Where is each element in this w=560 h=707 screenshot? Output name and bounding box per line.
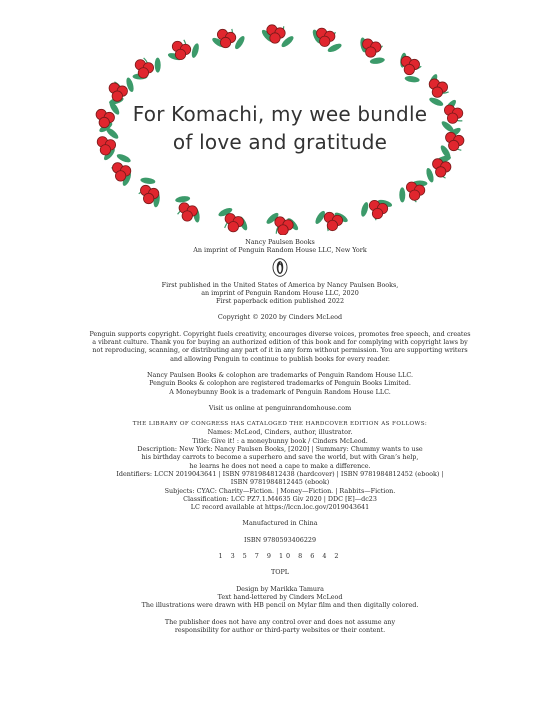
dedication-line-1: For Komachi, my wee bundle — [132, 102, 428, 126]
trademark-1: Nancy Paulsen Books & colophon are trademarks of Penguin Random House LLC. — [146, 370, 414, 379]
dedication-line-2: of love and gratitude — [172, 130, 388, 154]
wreath-leaf — [155, 58, 161, 73]
loc-line: his birthday carrots to become a superhero and save the world, but with Gran’s help, — [141, 453, 419, 462]
isbn: ISBN 9780593406229 — [243, 535, 317, 544]
first-published-3: First paperback edition published 2022 — [215, 297, 345, 306]
loc-line: Identifiers: LCCN 2019043641 | ISBN 9781984812438 (hardcover) | ISBN 9781984812452 (ebook) | — [116, 469, 444, 478]
wreath-leaf — [369, 57, 385, 65]
wreath-berry — [220, 37, 230, 47]
wreath-berry — [436, 167, 446, 177]
publisher-name: Nancy Paulsen Books — [245, 238, 315, 246]
wreath-leaf — [360, 201, 370, 217]
wreath-berry — [228, 222, 238, 232]
wreath-berry — [143, 193, 153, 203]
wreath-berry — [270, 33, 280, 43]
manufactured-in: Manufactured in China — [242, 519, 318, 528]
first-published-2: an imprint of Penguin Random House LLC, 2020 — [201, 288, 359, 297]
wreath-berry — [327, 220, 337, 230]
topl-code: TOPL — [270, 568, 290, 577]
loc-line: Description: New York: Nancy Paulsen Books, [2020] | Summary: Chummy wants to use — [137, 445, 423, 454]
wreath-berry — [432, 87, 442, 97]
credit-lettering: Text hand-lettered by Cinders McLeod — [217, 592, 343, 601]
wreath-berry — [320, 36, 330, 46]
copyright-page — [40, 238, 520, 634]
wreath-leaf — [190, 43, 200, 59]
loc-line: Title: Give it! : a moneybunny book / Cinders McLeod. — [192, 436, 368, 445]
trademark-2: Penguin Books & colophon are registered trademarks of Penguin Books Limited. — [149, 379, 411, 388]
loc-line: LC record available at https://lccn.loc.gov/2019043641 — [190, 503, 370, 512]
loc-heading: THE LIBRARY OF CONGRESS HAS CATALOGED THE HARDCOVER EDITION AS FOLLOWS: — [132, 421, 428, 428]
disclaimer-2: responsibility for author or third-party websites or their content. — [174, 625, 386, 634]
wreath-leaf — [140, 177, 156, 185]
loc-line: he learns he does not need a cape to make a difference. — [189, 461, 371, 470]
copyright-line: Copyright © 2020 by Cinders McLeod — [217, 313, 343, 322]
wreath-leaf — [425, 167, 435, 183]
penguin-logo-icon — [272, 258, 288, 277]
wreath-berry — [404, 64, 414, 74]
loc-line: Classification: LCC PZ7.1.M4635 Giv 2020 | DDC [E]—dc23 — [183, 494, 377, 503]
dedication — [0, 100, 560, 156]
wreath-berry — [115, 171, 125, 181]
wreath-berry — [278, 225, 288, 235]
wreath-berry — [366, 47, 376, 57]
copyright-notice-3: not reproducing, scanning, or distributing any part of it in any form without permission. You are supporting writers — [92, 346, 468, 355]
trademark-3: A Moneybunny Book is a trademark of Penguin Random House LLC. — [169, 387, 391, 396]
wreath-berry — [409, 190, 419, 200]
wreath-berry — [138, 68, 148, 78]
loc-line: Subjects: CYAC: Charity—Fiction. | Money—Fiction. | Rabbits—Fiction. — [164, 486, 396, 495]
wreath-berry — [175, 49, 185, 59]
print-line: 1 3 5 7 9 10 8 6 4 2 — [218, 552, 342, 561]
wreath-berry — [182, 211, 192, 221]
disclaimer-1: The publisher does not have any control over and does not assume any — [164, 617, 396, 626]
wreath-leaf — [404, 75, 420, 83]
credit-illustration: The illustrations were drawn with HB pencil on Mylar film and then digitally colored. — [141, 601, 419, 610]
wreath-leaf — [175, 195, 191, 203]
copyright-notice-4: and allowing Penguin to continue to publish books for every reader. — [170, 354, 390, 363]
visit-website: Visit us online at penguinrandomhouse.com — [208, 403, 352, 412]
wreath-berry — [372, 208, 382, 218]
credit-design: Design by Marikka Tamura — [236, 584, 324, 593]
publisher-imprint: An imprint of Penguin Random House LLC, New York — [193, 246, 367, 255]
copyright-notice-2: a vibrant culture. Thank you for buying an authorized edition of this book and for complying with copyright laws by — [92, 338, 468, 347]
wreath-leaf — [399, 187, 405, 202]
loc-line: ISBN 9781984812445 (ebook) — [230, 478, 330, 487]
copyright-notice-1: Penguin supports copyright. Copyright fuels creativity, encourages diverse voices, promotes free speech, and creates — [89, 329, 471, 338]
loc-line: Names: McLeod, Cinders, author, illustrator. — [207, 428, 353, 437]
first-published-1: First published in the United States of America by Nancy Paulsen Books, — [161, 280, 399, 289]
